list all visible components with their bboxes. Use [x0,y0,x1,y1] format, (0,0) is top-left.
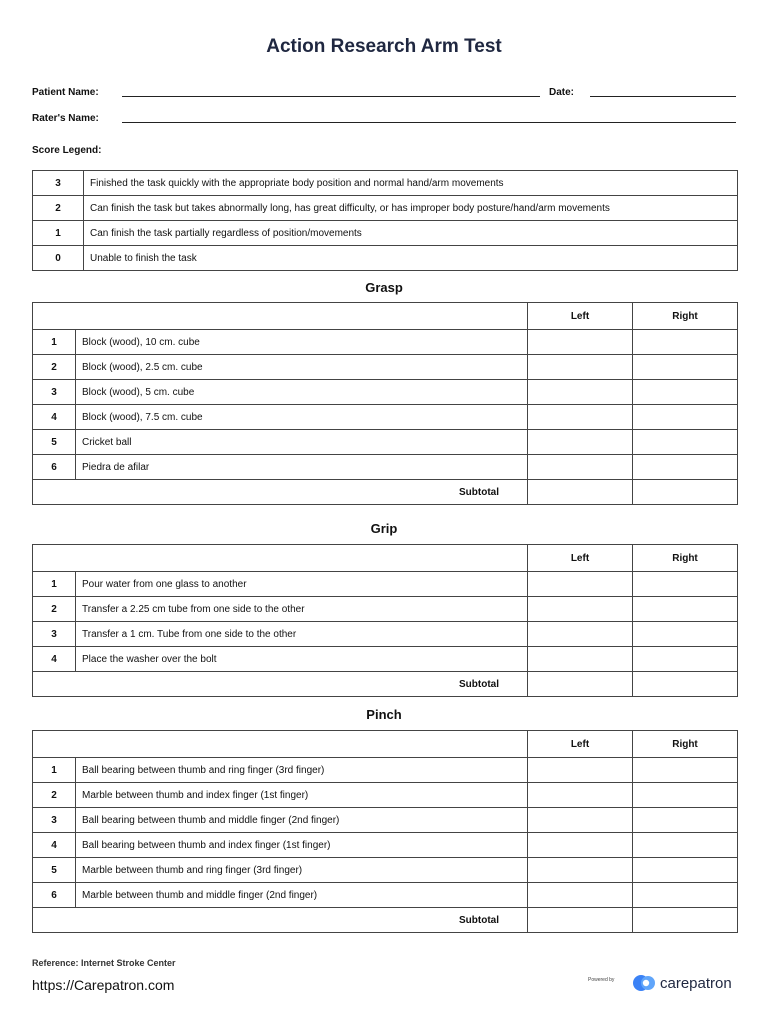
left-score-cell[interactable] [528,758,633,783]
legend-score: 0 [33,246,84,271]
item-number: 1 [33,572,76,597]
left-score-cell[interactable] [528,622,633,647]
grasp-row [33,405,738,430]
item-number: 2 [33,355,76,380]
item-number: 1 [33,330,76,355]
legend-desc: Finished the task quickly with the appropriate body position and normal hand/arm movements [84,171,738,196]
left-score-cell[interactable] [528,858,633,883]
powered-by-text: Powered by [588,977,615,983]
pinch-row [33,858,738,883]
grasp-row [33,380,738,405]
legend-row [33,246,738,271]
grasp-header-row [33,303,738,330]
pinch-header-row [33,731,738,758]
pinch-row [33,783,738,808]
left-score-cell[interactable] [528,355,633,380]
right-score-cell[interactable] [633,758,738,783]
pinch-section-title: Pinch [366,707,402,722]
grasp-table [32,302,738,505]
item-number: 3 [33,380,76,405]
right-score-cell[interactable] [633,455,738,480]
left-score-cell[interactable] [528,597,633,622]
right-column-header: Right [633,545,738,572]
right-score-cell[interactable] [633,783,738,808]
right-score-cell[interactable] [633,405,738,430]
item-number: 5 [33,430,76,455]
grasp-section-title: Grasp [365,280,403,295]
right-score-cell[interactable] [633,833,738,858]
grip-section-title: Grip [370,521,398,536]
pinch-row [33,833,738,858]
score-legend-label: Score Legend: [32,145,102,156]
right-score-cell[interactable] [633,622,738,647]
left-score-cell[interactable] [528,405,633,430]
legend-desc: Can finish the task but takes abnormally long, has great difficulty, or has improper body posture/hand/arm movements [84,196,738,221]
item-number: 3 [33,808,76,833]
grip-header-blank [33,545,528,572]
item-label: Block (wood), 10 cm. cube [76,330,528,355]
left-score-cell[interactable] [528,833,633,858]
grasp-subtotal-row [33,480,738,505]
grasp-header-blank [33,303,528,330]
rater-name-label: Rater's Name: [32,113,99,124]
pinch-subtotal-row [33,908,738,933]
rater-name-line[interactable] [122,122,736,123]
item-number: 4 [33,405,76,430]
right-column-header: Right [633,731,738,758]
item-label: Piedra de afilar [76,455,528,480]
item-label: Transfer a 2.25 cm tube from one side to the other [76,597,528,622]
left-column-header: Left [528,303,633,330]
item-number: 2 [33,783,76,808]
left-score-cell[interactable] [528,572,633,597]
pinch-row [33,883,738,908]
grip-header-row [33,545,738,572]
item-label: Pour water from one glass to another [76,572,528,597]
carepatron-wordmark: carepatron [660,974,732,992]
item-number: 2 [33,597,76,622]
legend-desc: Unable to finish the task [84,246,738,271]
legend-row [33,221,738,246]
grip-row [33,647,738,672]
left-column-header: Left [528,731,633,758]
right-score-cell[interactable] [633,330,738,355]
grip-table [32,544,738,697]
item-label: Transfer a 1 cm. Tube from one side to the other [76,622,528,647]
item-label: Place the washer over the bolt [76,647,528,672]
right-subtotal-cell[interactable] [633,672,738,697]
grasp-row [33,455,738,480]
item-number: 3 [33,622,76,647]
left-subtotal-cell[interactable] [528,480,633,505]
left-score-cell[interactable] [528,380,633,405]
score-legend-table [32,170,738,271]
item-number: 1 [33,758,76,783]
item-number: 5 [33,858,76,883]
pinch-table [32,730,738,933]
grip-row [33,572,738,597]
grip-subtotal-row [33,672,738,697]
grip-row [33,622,738,647]
date-line[interactable] [590,96,736,97]
item-label: Cricket ball [76,430,528,455]
item-label: Block (wood), 7.5 cm. cube [76,405,528,430]
right-score-cell[interactable] [633,858,738,883]
item-number: 6 [33,883,76,908]
grasp-row [33,355,738,380]
subtotal-label: Subtotal [33,672,528,697]
right-score-cell[interactable] [633,572,738,597]
right-subtotal-cell[interactable] [633,908,738,933]
grasp-row [33,430,738,455]
left-score-cell[interactable] [528,330,633,355]
grip-row [33,597,738,622]
grasp-row [33,330,738,355]
left-score-cell[interactable] [528,647,633,672]
legend-row [33,196,738,221]
reference-text: Reference: Internet Stroke Center [32,958,176,968]
legend-score: 3 [33,171,84,196]
left-subtotal-cell[interactable] [528,672,633,697]
left-score-cell[interactable] [528,808,633,833]
patient-name-label: Patient Name: [32,87,99,98]
right-score-cell[interactable] [633,380,738,405]
page-title: Action Research Arm Test [266,36,502,57]
item-label: Ball bearing between thumb and ring finger (3rd finger) [76,758,528,783]
pinch-row [33,808,738,833]
item-label: Ball bearing between thumb and middle finger (2nd finger) [76,808,528,833]
left-score-cell[interactable] [528,455,633,480]
carepatron-logo-icon [632,973,656,993]
left-score-cell[interactable] [528,430,633,455]
item-number: 4 [33,647,76,672]
left-score-cell[interactable] [528,783,633,808]
subtotal-label: Subtotal [33,908,528,933]
left-subtotal-cell[interactable] [528,908,633,933]
legend-row [33,171,738,196]
carepatron-logo [632,973,732,993]
right-subtotal-cell[interactable] [633,480,738,505]
left-column-header: Left [528,545,633,572]
left-score-cell[interactable] [528,883,633,908]
right-column-header: Right [633,303,738,330]
legend-desc: Can finish the task partially regardless of position/movements [84,221,738,246]
legend-score: 2 [33,196,84,221]
item-label: Ball bearing between thumb and index finger (1st finger) [76,833,528,858]
item-label: Block (wood), 5 cm. cube [76,380,528,405]
item-number: 4 [33,833,76,858]
right-score-cell[interactable] [633,883,738,908]
patient-name-line[interactable] [122,96,540,97]
pinch-row [33,758,738,783]
right-score-cell[interactable] [633,808,738,833]
item-label: Marble between thumb and ring finger (3rd finger) [76,858,528,883]
carepatron-link[interactable]: https://Carepatron.com [32,977,175,993]
legend-score: 1 [33,221,84,246]
item-label: Marble between thumb and index finger (1st finger) [76,783,528,808]
right-score-cell[interactable] [633,355,738,380]
item-label: Marble between thumb and middle finger (2nd finger) [76,883,528,908]
right-score-cell[interactable] [633,647,738,672]
subtotal-label: Subtotal [33,480,528,505]
date-label: Date: [549,87,575,98]
right-score-cell[interactable] [633,597,738,622]
item-number: 6 [33,455,76,480]
pinch-header-blank [33,731,528,758]
right-score-cell[interactable] [633,430,738,455]
item-label: Block (wood), 2.5 cm. cube [76,355,528,380]
